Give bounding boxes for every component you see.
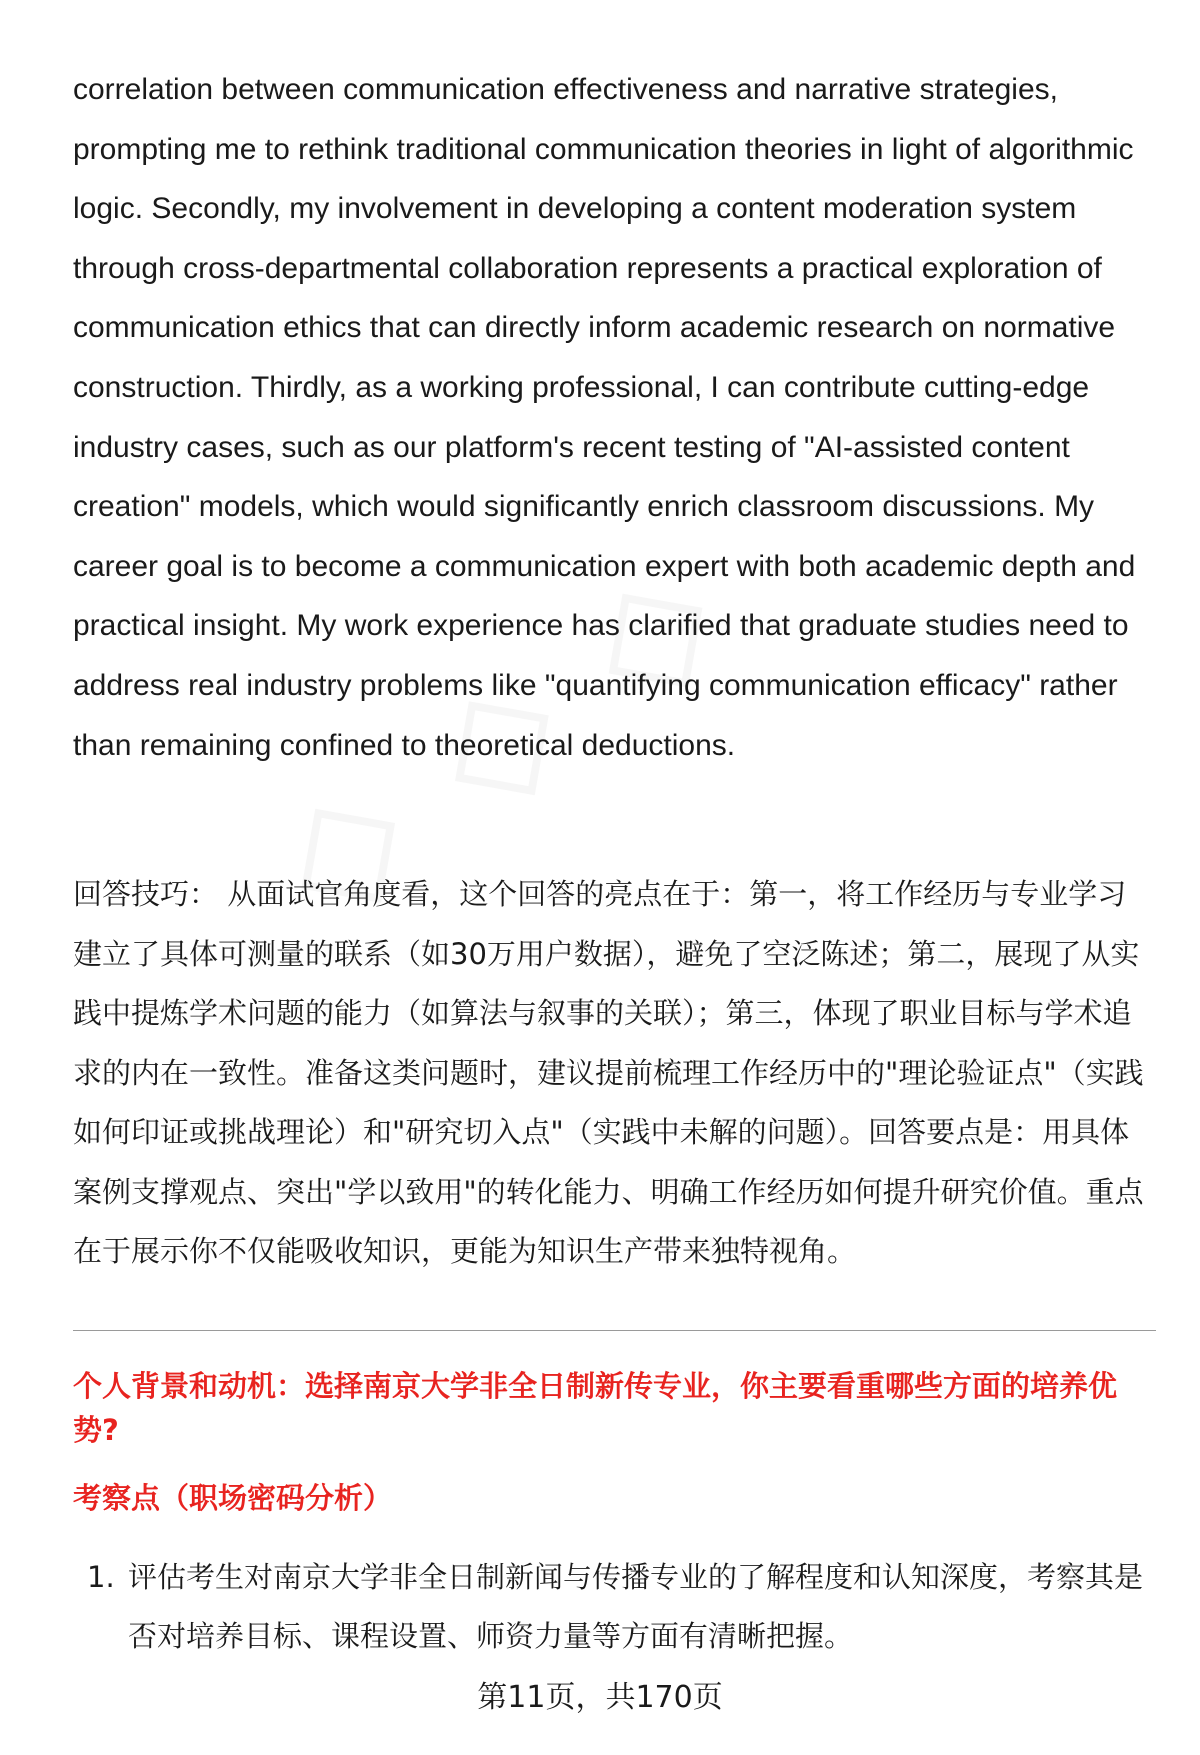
- list-item-number: 1.: [87, 1560, 115, 1594]
- section-divider: [73, 1330, 1156, 1331]
- assessment-points-heading: 考察点（职场密码分析）: [73, 1481, 393, 1515]
- page-number-footer: 第11页，共170页: [477, 1680, 723, 1715]
- list-item: [73, 1548, 1158, 1666]
- list-item-text: 评估考生对南京大学非全日制新闻与传播专业的了解程度和认知深度，考察其是否对培养目标、课程设置、师资力量等方面有清晰把握。: [128, 1560, 1144, 1653]
- assessment-points-list: [73, 1548, 1158, 1666]
- question-heading: 个人背景和动机：选择南京大学非全日制新传专业，你主要看重哪些方面的培养优势?: [73, 1369, 1118, 1447]
- english-answer-paragraph: correlation between communication effectiveness and narrative strategies, prompting me to rethink traditional communication theories in light of algorithmic logic. Secondly, my involvement in developing a content moderation system through cross-departmental collaboration represents a practical exploration of communication ethics that can directly inform academic research on normative construction. Thirdly, as a working professional, I can contribute cutting-edge industry cases, such as our platform's recent testing of "AI-assisted content creation" models, which would significantly enrich classroom discussions. My career goal is to become a communication expert with both academic depth and practical insight. My work experience has clarified that graduate studies need to address real industry problems like "quantifying communication efficacy" rather than remaining confined to theoretical deductions.: [73, 73, 1136, 762]
- answer-tip-paragraph: 回答技巧： 从面试官角度看，这个回答的亮点在于：第一，将工作经历与专业学习建立了具体可测量的联系（如30万用户数据），避免了空泛陈述；第二，展现了从实践中提炼学术问题的能力（如算法与叙事的关联）；第三，体现了职业目标与学术追求的内在一致性。准备这类问题时，建议提前梳理工作经历中的"理论验证点"（实践如何印证或挑战理论）和"研究切入点"（实践中未解的问题）。回答要点是：用具体案例支撑观点、突出"学以致用"的转化能力、明确工作经历如何提升研究价值。重点在于展示你不仅能吸收知识，更能为知识生产带来独特视角。: [73, 877, 1144, 1268]
